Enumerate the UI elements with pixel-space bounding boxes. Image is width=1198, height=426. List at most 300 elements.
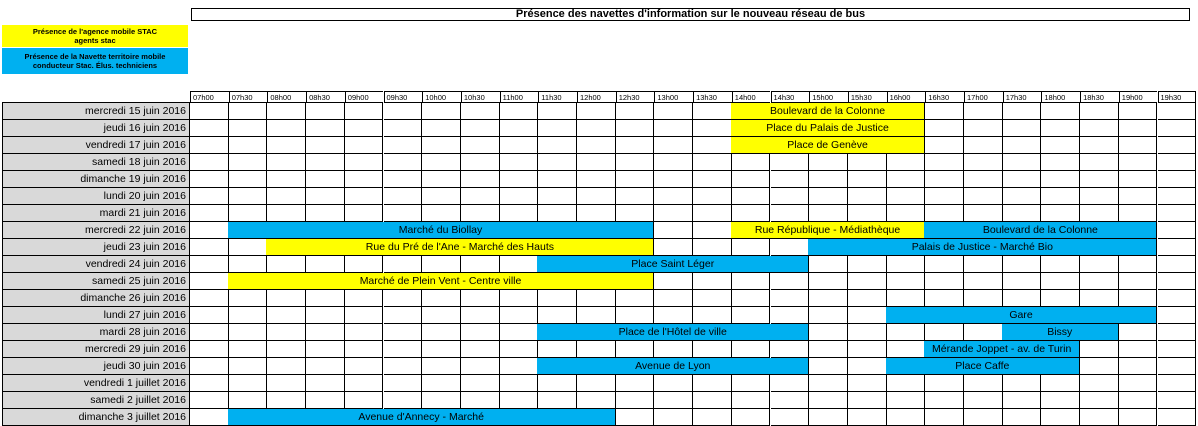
schedule-cell bbox=[1041, 375, 1080, 392]
schedule-cell bbox=[461, 290, 500, 307]
schedule-cell bbox=[1119, 392, 1158, 409]
schedule-cell bbox=[500, 154, 539, 171]
schedule-cell bbox=[306, 324, 345, 341]
schedule-cell bbox=[345, 103, 384, 120]
schedule-cell bbox=[1041, 137, 1080, 154]
schedule-cell bbox=[1041, 171, 1080, 188]
schedule-cell bbox=[345, 120, 384, 137]
schedule-cell bbox=[771, 290, 810, 307]
schedule-cell bbox=[345, 307, 384, 324]
schedule-cell bbox=[1119, 375, 1158, 392]
schedule-cell bbox=[577, 103, 616, 120]
schedule-cell bbox=[345, 256, 384, 273]
schedule-cell bbox=[422, 324, 461, 341]
schedule-cell bbox=[616, 171, 655, 188]
schedule-cell bbox=[925, 290, 964, 307]
schedule-cell bbox=[422, 154, 461, 171]
schedule-cell bbox=[384, 375, 423, 392]
schedule-cell bbox=[771, 392, 810, 409]
schedule-cell bbox=[654, 205, 693, 222]
schedule-cell bbox=[809, 273, 848, 290]
event-bar: Place du Palais de Justice bbox=[731, 120, 926, 137]
schedule-cell bbox=[461, 256, 500, 273]
schedule-cell bbox=[422, 188, 461, 205]
schedule-cell bbox=[693, 222, 732, 239]
schedule-cell bbox=[809, 409, 848, 426]
schedule-cell bbox=[190, 188, 229, 205]
schedule-cell bbox=[1041, 205, 1080, 222]
schedule-cell bbox=[384, 171, 423, 188]
schedule-cell bbox=[693, 290, 732, 307]
time-header: 07h30 bbox=[229, 91, 268, 103]
event-bar: Bissy bbox=[1002, 324, 1119, 341]
schedule-cell bbox=[1041, 273, 1080, 290]
schedule-cell bbox=[693, 307, 732, 324]
schedule-cell bbox=[190, 256, 229, 273]
time-header: 14h30 bbox=[771, 91, 810, 103]
schedule-cell bbox=[345, 392, 384, 409]
schedule-cell bbox=[384, 341, 423, 358]
schedule-cell bbox=[190, 222, 229, 239]
schedule-cell bbox=[267, 103, 306, 120]
schedule-cell bbox=[500, 188, 539, 205]
legend-agence-mobile bbox=[2, 25, 188, 47]
schedule-cell bbox=[1119, 256, 1158, 273]
date-label: dimanche 3 juillet 2016 bbox=[2, 409, 190, 426]
schedule-cell bbox=[577, 392, 616, 409]
schedule-cell bbox=[306, 171, 345, 188]
schedule-cell bbox=[771, 205, 810, 222]
schedule-cell bbox=[809, 307, 848, 324]
schedule-cell bbox=[190, 290, 229, 307]
schedule-cell bbox=[267, 375, 306, 392]
time-header: 14h00 bbox=[732, 91, 771, 103]
schedule-cell bbox=[190, 154, 229, 171]
schedule-cell bbox=[461, 205, 500, 222]
schedule-cell bbox=[848, 358, 887, 375]
schedule-cell bbox=[345, 171, 384, 188]
schedule-cell bbox=[1003, 171, 1042, 188]
schedule-cell bbox=[654, 120, 693, 137]
schedule-cell bbox=[1119, 103, 1158, 120]
schedule-cell bbox=[848, 324, 887, 341]
schedule-cell bbox=[654, 222, 693, 239]
schedule-cell bbox=[732, 307, 771, 324]
schedule-cell bbox=[1080, 375, 1119, 392]
schedule-cell bbox=[887, 188, 926, 205]
schedule-cell bbox=[887, 375, 926, 392]
schedule-cell bbox=[693, 341, 732, 358]
schedule-cell bbox=[1119, 341, 1158, 358]
schedule-cell bbox=[229, 358, 268, 375]
schedule-cell bbox=[616, 392, 655, 409]
schedule-cell bbox=[654, 154, 693, 171]
schedule-cell bbox=[732, 375, 771, 392]
schedule-cell bbox=[848, 409, 887, 426]
date-label: lundi 27 juin 2016 bbox=[2, 307, 190, 324]
schedule-cell bbox=[577, 341, 616, 358]
schedule-cell bbox=[384, 188, 423, 205]
event-bar: Avenue d'Annecy - Marché bbox=[228, 409, 616, 426]
schedule-cell bbox=[925, 103, 964, 120]
schedule-cell bbox=[229, 171, 268, 188]
schedule-cell bbox=[384, 103, 423, 120]
schedule-cell bbox=[500, 171, 539, 188]
schedule-cell bbox=[500, 256, 539, 273]
schedule-cell bbox=[422, 375, 461, 392]
schedule-cell bbox=[1119, 137, 1158, 154]
schedule-cell bbox=[809, 154, 848, 171]
schedule-cell bbox=[1158, 256, 1197, 273]
schedule-cell bbox=[190, 273, 229, 290]
schedule-cell bbox=[848, 307, 887, 324]
schedule-cell bbox=[1003, 290, 1042, 307]
schedule-cell bbox=[229, 154, 268, 171]
event-bar: Place de Genève bbox=[731, 137, 926, 154]
schedule-cell bbox=[848, 188, 887, 205]
schedule-cell bbox=[887, 205, 926, 222]
time-header: 16h00 bbox=[887, 91, 926, 103]
schedule-cell bbox=[538, 375, 577, 392]
schedule-cell bbox=[229, 137, 268, 154]
schedule-cell bbox=[538, 154, 577, 171]
schedule-cell bbox=[1080, 273, 1119, 290]
schedule-cell bbox=[500, 392, 539, 409]
schedule-cell bbox=[616, 205, 655, 222]
schedule-cell bbox=[306, 256, 345, 273]
schedule-cell bbox=[1003, 137, 1042, 154]
schedule-cell bbox=[422, 341, 461, 358]
schedule-cell bbox=[654, 290, 693, 307]
schedule-cell bbox=[1080, 154, 1119, 171]
schedule-cell bbox=[1080, 188, 1119, 205]
date-label: samedi 2 juillet 2016 bbox=[2, 392, 190, 409]
schedule-cell bbox=[267, 307, 306, 324]
schedule-cell bbox=[500, 290, 539, 307]
schedule-cell bbox=[925, 205, 964, 222]
schedule-cell bbox=[306, 290, 345, 307]
schedule-cell bbox=[384, 137, 423, 154]
schedule-cell bbox=[1158, 103, 1197, 120]
schedule-cell bbox=[1119, 171, 1158, 188]
schedule-cell bbox=[925, 273, 964, 290]
schedule-cell bbox=[693, 205, 732, 222]
date-label: mercredi 29 juin 2016 bbox=[2, 341, 190, 358]
schedule-cell bbox=[306, 120, 345, 137]
schedule-cell bbox=[190, 205, 229, 222]
schedule-cell bbox=[422, 358, 461, 375]
schedule-cell bbox=[538, 171, 577, 188]
date-label: dimanche 19 juin 2016 bbox=[2, 171, 190, 188]
schedule-cell bbox=[616, 341, 655, 358]
schedule-cell bbox=[229, 392, 268, 409]
schedule-cell bbox=[964, 375, 1003, 392]
schedule-cell bbox=[267, 120, 306, 137]
schedule-cell bbox=[229, 239, 268, 256]
schedule-cell bbox=[1080, 290, 1119, 307]
schedule-cell bbox=[306, 392, 345, 409]
schedule-cell bbox=[964, 324, 1003, 341]
schedule-cell bbox=[577, 375, 616, 392]
schedule-cell bbox=[461, 324, 500, 341]
schedule-cell bbox=[1003, 392, 1042, 409]
schedule-cell bbox=[345, 188, 384, 205]
date-label: dimanche 26 juin 2016 bbox=[2, 290, 190, 307]
schedule-cell bbox=[848, 154, 887, 171]
schedule-cell bbox=[1041, 256, 1080, 273]
schedule-cell bbox=[848, 290, 887, 307]
schedule-cell bbox=[345, 358, 384, 375]
schedule-cell bbox=[345, 375, 384, 392]
legend-blue-line1: Présence de la Navette territoire mobile bbox=[24, 52, 166, 61]
schedule-cell bbox=[964, 120, 1003, 137]
schedule-cell bbox=[1080, 103, 1119, 120]
schedule-cell bbox=[500, 120, 539, 137]
schedule-cell bbox=[1158, 375, 1197, 392]
schedule-cell bbox=[538, 290, 577, 307]
schedule-cell bbox=[500, 324, 539, 341]
schedule-cell bbox=[809, 358, 848, 375]
schedule-cell bbox=[500, 137, 539, 154]
schedule-cell bbox=[306, 341, 345, 358]
time-header: 15h30 bbox=[848, 91, 887, 103]
event-bar: Avenue de Lyon bbox=[537, 358, 809, 375]
time-header: 19h30 bbox=[1158, 91, 1197, 103]
date-label: vendredi 17 juin 2016 bbox=[2, 137, 190, 154]
schedule-cell bbox=[925, 154, 964, 171]
schedule-cell bbox=[190, 324, 229, 341]
schedule-cell bbox=[384, 290, 423, 307]
schedule-cell bbox=[1003, 154, 1042, 171]
schedule-cell bbox=[538, 137, 577, 154]
page-title: Présence des navettes d'information sur le nouveau réseau de bus bbox=[191, 8, 1190, 21]
schedule-cell bbox=[1041, 154, 1080, 171]
schedule-cell bbox=[964, 273, 1003, 290]
schedule-cell bbox=[887, 256, 926, 273]
schedule-cell bbox=[190, 239, 229, 256]
schedule-cell bbox=[771, 409, 810, 426]
schedule-cell bbox=[422, 256, 461, 273]
time-header: 12h00 bbox=[577, 91, 616, 103]
schedule-cell bbox=[925, 375, 964, 392]
time-header: 10h30 bbox=[461, 91, 500, 103]
schedule-cell bbox=[577, 154, 616, 171]
schedule-cell bbox=[577, 171, 616, 188]
schedule-cell bbox=[267, 256, 306, 273]
schedule-cell bbox=[229, 375, 268, 392]
schedule-cell bbox=[538, 120, 577, 137]
event-bar: Marché du Biollay bbox=[228, 222, 655, 239]
schedule-cell bbox=[422, 120, 461, 137]
schedule-cell bbox=[306, 307, 345, 324]
time-header: 17h00 bbox=[964, 91, 1003, 103]
schedule-cell bbox=[693, 273, 732, 290]
event-bar: Place Caffe bbox=[886, 358, 1081, 375]
schedule-cell bbox=[771, 154, 810, 171]
schedule-cell bbox=[1158, 154, 1197, 171]
schedule-cell bbox=[732, 273, 771, 290]
schedule-cell bbox=[1158, 120, 1197, 137]
schedule-cell bbox=[1080, 205, 1119, 222]
time-header: 13h00 bbox=[654, 91, 693, 103]
schedule-cell bbox=[1080, 409, 1119, 426]
schedule-cell bbox=[693, 171, 732, 188]
schedule-cell bbox=[848, 256, 887, 273]
schedule-cell bbox=[1003, 256, 1042, 273]
legend-yellow-line1: Présence de l'agence mobile STAC bbox=[32, 27, 158, 36]
schedule-cell bbox=[1158, 409, 1197, 426]
schedule-cell bbox=[654, 171, 693, 188]
schedule-cell bbox=[1003, 103, 1042, 120]
date-label: mercredi 22 juin 2016 bbox=[2, 222, 190, 239]
schedule-cell bbox=[422, 290, 461, 307]
event-bar: Mérande Joppet - av. de Turin bbox=[924, 341, 1080, 358]
schedule-cell bbox=[422, 205, 461, 222]
schedule-cell bbox=[1041, 290, 1080, 307]
schedule-cell bbox=[1080, 358, 1119, 375]
schedule-cell bbox=[964, 409, 1003, 426]
event-bar: Marché de Plein Vent - Centre ville bbox=[228, 273, 655, 290]
date-label: jeudi 23 juin 2016 bbox=[2, 239, 190, 256]
event-bar: Boulevard de la Colonne bbox=[924, 222, 1157, 239]
schedule-cell bbox=[654, 103, 693, 120]
date-label: lundi 20 juin 2016 bbox=[2, 188, 190, 205]
time-header: 18h00 bbox=[1041, 91, 1080, 103]
schedule-cell bbox=[809, 341, 848, 358]
schedule-cell bbox=[693, 375, 732, 392]
schedule-cell bbox=[732, 188, 771, 205]
schedule-cell bbox=[267, 171, 306, 188]
time-header: 10h00 bbox=[422, 91, 461, 103]
event-bar: Place de l'Hôtel de ville bbox=[537, 324, 809, 341]
schedule-cell bbox=[1119, 188, 1158, 205]
schedule-cell bbox=[771, 239, 810, 256]
schedule-cell bbox=[306, 188, 345, 205]
schedule-cell bbox=[654, 239, 693, 256]
schedule-cell bbox=[964, 205, 1003, 222]
event-bar: Place Saint Léger bbox=[537, 256, 809, 273]
schedule-cell bbox=[771, 375, 810, 392]
schedule-cell bbox=[190, 120, 229, 137]
schedule-cell bbox=[229, 120, 268, 137]
time-header: 11h30 bbox=[538, 91, 577, 103]
schedule-cell bbox=[1119, 205, 1158, 222]
schedule-cell bbox=[267, 188, 306, 205]
schedule-cell bbox=[1041, 188, 1080, 205]
schedule-cell bbox=[422, 171, 461, 188]
schedule-cell bbox=[306, 358, 345, 375]
schedule-cell bbox=[925, 188, 964, 205]
schedule-cell bbox=[848, 273, 887, 290]
schedule-cell bbox=[1119, 120, 1158, 137]
schedule-cell bbox=[1158, 392, 1197, 409]
schedule-cell bbox=[461, 120, 500, 137]
time-header: 12h30 bbox=[616, 91, 655, 103]
schedule-cell bbox=[345, 154, 384, 171]
schedule-cell bbox=[1119, 358, 1158, 375]
date-label: jeudi 16 juin 2016 bbox=[2, 120, 190, 137]
schedule-cell bbox=[887, 171, 926, 188]
schedule-cell bbox=[384, 256, 423, 273]
schedule-cell bbox=[887, 324, 926, 341]
schedule-cell bbox=[887, 392, 926, 409]
schedule-cell bbox=[693, 137, 732, 154]
schedule-cell bbox=[732, 290, 771, 307]
time-header: 17h30 bbox=[1003, 91, 1042, 103]
schedule-cell bbox=[577, 205, 616, 222]
schedule-cell bbox=[538, 103, 577, 120]
time-header: 09h00 bbox=[345, 91, 384, 103]
schedule-cell bbox=[190, 103, 229, 120]
schedule-cell bbox=[964, 392, 1003, 409]
schedule-cell bbox=[500, 358, 539, 375]
schedule-cell bbox=[1158, 273, 1197, 290]
date-label: mardi 21 juin 2016 bbox=[2, 205, 190, 222]
schedule-cell bbox=[229, 307, 268, 324]
schedule-cell bbox=[848, 392, 887, 409]
date-label: mardi 28 juin 2016 bbox=[2, 324, 190, 341]
schedule-cell bbox=[267, 392, 306, 409]
schedule-cell bbox=[229, 290, 268, 307]
schedule-cell bbox=[538, 341, 577, 358]
legend-blue-line2: conducteur Stac. Élus. techniciens bbox=[32, 61, 158, 70]
schedule-cell bbox=[925, 137, 964, 154]
schedule-cell bbox=[267, 137, 306, 154]
schedule-cell bbox=[693, 392, 732, 409]
schedule-cell bbox=[384, 307, 423, 324]
date-label: mercredi 15 juin 2016 bbox=[2, 103, 190, 120]
schedule-cell bbox=[267, 324, 306, 341]
time-header: 08h00 bbox=[267, 91, 306, 103]
schedule-cell bbox=[1003, 409, 1042, 426]
schedule-cell bbox=[577, 188, 616, 205]
schedule-cell bbox=[461, 392, 500, 409]
schedule-cell bbox=[1158, 341, 1197, 358]
schedule-cell bbox=[809, 188, 848, 205]
schedule-cell bbox=[1158, 324, 1197, 341]
schedule-cell bbox=[500, 103, 539, 120]
schedule-cell bbox=[1119, 154, 1158, 171]
schedule-cell bbox=[654, 409, 693, 426]
schedule-cell bbox=[1158, 307, 1197, 324]
schedule-cell bbox=[809, 256, 848, 273]
schedule-cell bbox=[306, 154, 345, 171]
schedule-cell bbox=[306, 375, 345, 392]
schedule-cell bbox=[461, 358, 500, 375]
schedule-cell bbox=[1158, 171, 1197, 188]
schedule-cell bbox=[732, 409, 771, 426]
schedule-cell bbox=[654, 137, 693, 154]
schedule-cell bbox=[267, 154, 306, 171]
schedule-cell bbox=[654, 341, 693, 358]
schedule-cell bbox=[1158, 290, 1197, 307]
schedule-cell bbox=[1158, 137, 1197, 154]
schedule-cell bbox=[461, 307, 500, 324]
schedule-cell bbox=[887, 273, 926, 290]
schedule-cell bbox=[500, 307, 539, 324]
schedule-cell bbox=[616, 120, 655, 137]
schedule-cell bbox=[1119, 273, 1158, 290]
time-header: 19h00 bbox=[1119, 91, 1158, 103]
schedule-cell bbox=[306, 103, 345, 120]
schedule-cell bbox=[229, 205, 268, 222]
schedule-cell bbox=[267, 341, 306, 358]
schedule-cell bbox=[1119, 324, 1158, 341]
schedule-cell bbox=[461, 375, 500, 392]
schedule-cell bbox=[500, 375, 539, 392]
schedule-cell bbox=[384, 120, 423, 137]
schedule-cell bbox=[964, 188, 1003, 205]
